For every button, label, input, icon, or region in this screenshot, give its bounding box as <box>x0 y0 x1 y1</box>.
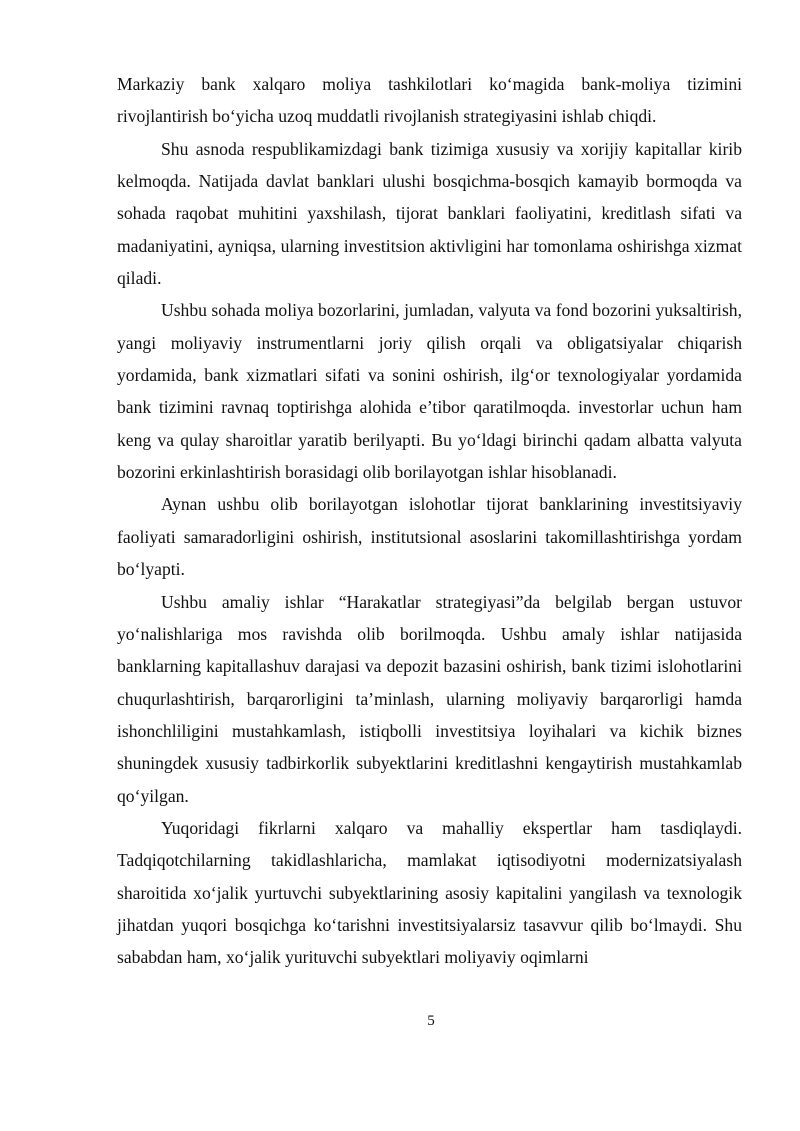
paragraph-3: Ushbu sohada moliya bozorlarini, jumladan, valyuta va fond bozorini yuksaltirish, yangi moliyaviy instrumentlarni joriy qilish orqali va obligatsiyalar chiqarish yordamida, bank xizmatlari sifati va sonini oshirish, ilg‘or texnologiyalar yordamida bank tizimini ravnaq toptirishga alohida e’tibor qaratilmoqda. investorlar uchun ham keng va qulay sharoitlar yaratib berilyapti. Bu yo‘ldagi birinchi qadam albatta valyuta bozorini erkinlashtirish borasidagi olib borilayotgan ishlar hisoblanadi. <box>117 300 742 483</box>
page-number: 5 <box>427 1013 435 1029</box>
paragraph-6: Yuqoridagi fikrlarni xalqaro va mahalliy ekspertlar ham tasdiqlaydi. Tadqiqotchilarning takidlashlaricha, mamlakat iqtisodiyotni modernizatsiyalash sharoitida xo‘jalik yurtuvchi subyektlarining asosiy kapitalini yangilash va texnologik jihatdan yuqori bosqichga ko‘tarishni investitsiyalarsiz tasavvur qilib bo‘lmaydi. Shu sababdan ham, xo‘jalik yurituvchi subyektlari moliyaviy oqimlarni <box>117 817 742 968</box>
paragraph-1: Markaziy bank xalqaro moliya tashkilotlari ko‘magida bank-moliya tizimini rivojlantirish bo‘yicha uzoq muddatli rivojlanish strategiyasini ishlab chiqdi. <box>117 74 742 127</box>
paragraph-5: Ushbu amaliy ishlar “Harakatlar strategiyasi”da belgilab bergan ustuvor yo‘nalishlariga mos ravishda olib borilmoqda. Ushbu amaly ishlar natijasida banklarning kapitallashuv darajasi va depozit bazasini oshirish, bank tizimi islohotlarini chuqurlashtirish, barqarorligini ta’minlash, ularning moliyaviy barqarorligi hamda ishonchliligini mustahkamlash, istiqbolli investitsiya loyihalari va kichik biznes shuningdek xususiy tadbirkorlik subyektlarini kreditlashni kengaytirish mustahkamlab qo‘yilgan. <box>117 591 742 806</box>
body-text <box>117 68 742 974</box>
paragraph-2: Shu asnoda respublikamizdagi bank tizimiga xususiy va xorijiy kapitallar kirib kelmoqda. Natijada davlat banklari ulushi bosqichma-bosqich kamayib bormoqda va sohada raqobat muhitini yaxshilash, tijorat banklari faoliyatini, kreditlash sifati va madaniyatini, ayniqsa, ularning investitsion aktivligini har tomonlama oshirishga xizmat qiladi. <box>117 138 742 289</box>
paragraph-4: Aynan ushbu olib borilayotgan islohotlar tijorat banklarining investitsiyaviy faoliyati samaradorligini oshirish, institutsional asoslarini takomillashtirishga yordam bo‘lyapti. <box>117 494 742 580</box>
